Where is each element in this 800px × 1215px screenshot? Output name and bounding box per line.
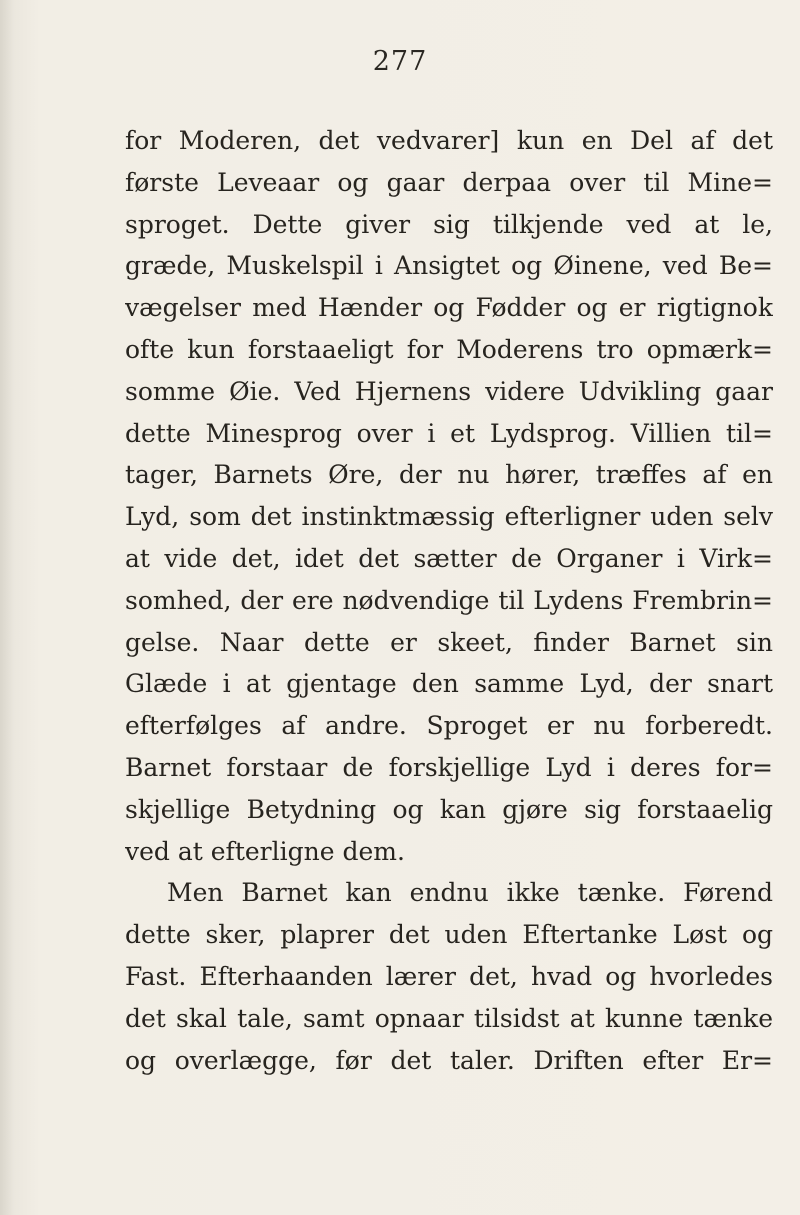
text-line: vægelser med Hænder og Fødder og er rigtignok	[125, 293, 773, 323]
text-line: Glæde i at gjentage den samme Lyd, der snart	[125, 669, 773, 699]
body-text	[125, 120, 773, 1081]
text-line: tager, Barnets Øre, der nu hører, træffes af en	[125, 460, 773, 490]
text-line: somhed, der ere nødvendige til Lydens Frembrin=	[125, 585, 773, 615]
text-line: ved at efterligne dem.	[125, 836, 405, 866]
text-line: første Leveaar og gaar derpaa over til Mine=	[125, 167, 773, 197]
text-line: det skal tale, samt opnaar tilsidst at kunne tænke	[125, 1003, 773, 1033]
text-line: græde, Muskelspil i Ansigtet og Øinene, ved Be=	[125, 251, 773, 281]
text-line: gelse. Naar dette er skeet, finder Barnet sin	[125, 627, 773, 657]
text-line: ofte kun forstaaeligt for Moderens tro opmærk=	[125, 334, 773, 364]
text-line: Barnet forstaar de forskjellige Lyd i deres for=	[125, 752, 773, 782]
page-number: 277	[372, 46, 428, 77]
text-line: skjellige Betydning og kan gjøre sig forstaaelig	[125, 794, 773, 824]
text-line: efterfølges af andre. Sproget er nu forberedt.	[125, 711, 773, 741]
text-line: sproget. Dette giver sig tilkjende ved at le,	[125, 209, 773, 239]
text-line: dette Minesprog over i et Lydsprog. Villien til=	[125, 418, 773, 448]
text-line: og overlægge, før det taler. Driften efter Er=	[125, 1045, 773, 1075]
text-line: dette sker, plaprer det uden Eftertanke Løst og	[125, 920, 773, 950]
text-line: Men Barnet kan endnu ikke tænke. Førend	[167, 878, 773, 908]
text-line: Lyd, som det instinktmæssig efterligner uden selv	[125, 502, 773, 532]
text-line: somme Øie. Ved Hjernens videre Udvikling gaar	[125, 376, 773, 406]
text-line: at vide det, idet det sætter de Organer i Virk=	[125, 543, 773, 573]
text-line: for Moderen, det vedvarer] kun en Del af det	[125, 126, 773, 155]
text-line: Fast. Efterhaanden lærer det, hvad og hvorledes	[125, 961, 773, 991]
